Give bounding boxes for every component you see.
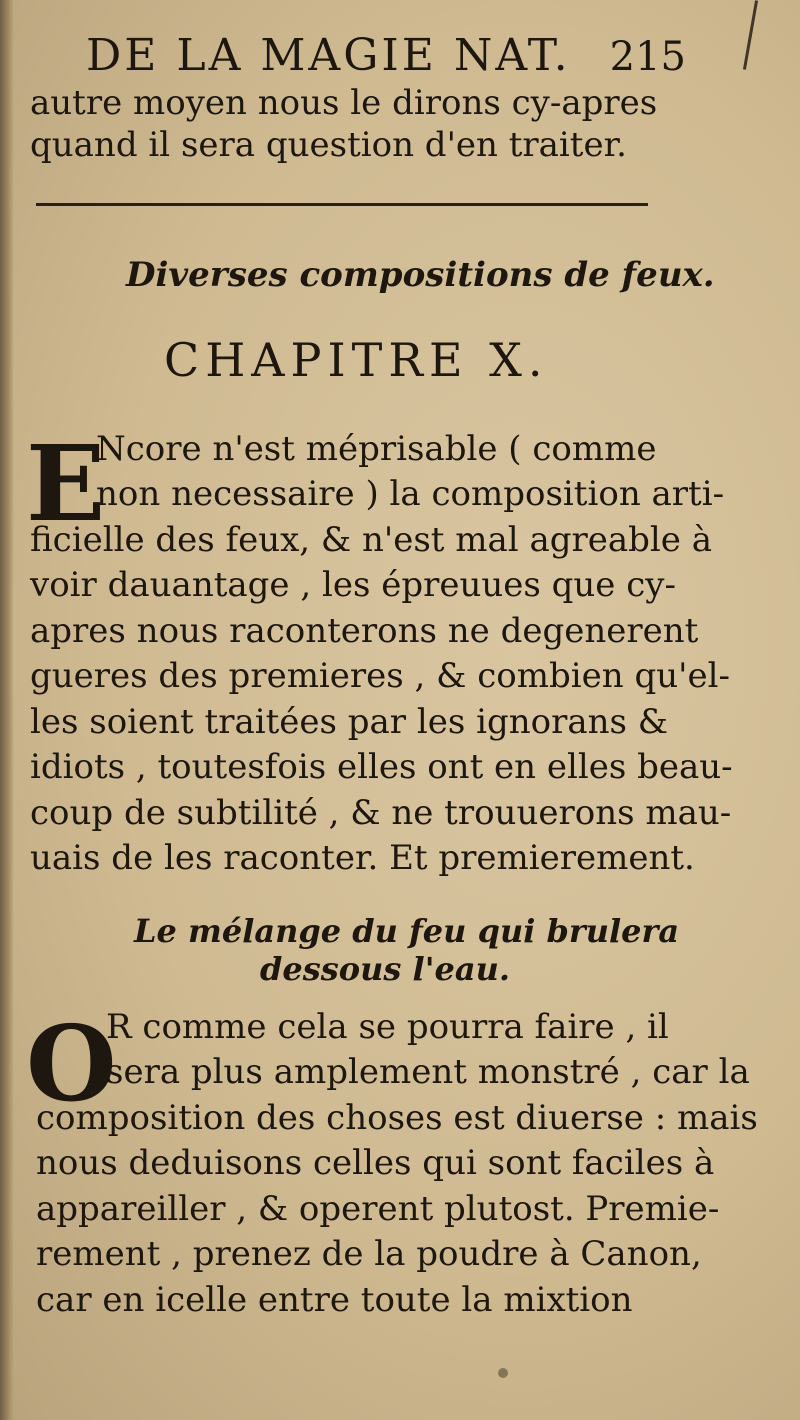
paragraph-line: voir dauantage , les épreuues que cy- (30, 565, 676, 605)
intro-line: quand il sera question d'en traiter. (30, 125, 627, 165)
paragraph-line: sera plus amplement monstré , car la (106, 1052, 750, 1092)
paragraph-line: non necessaire ) la composition arti- (96, 474, 725, 514)
paragraph-line: idiots , toutesfois elles ont en elles beau- (30, 747, 733, 787)
paragraph-line: Ncore n'est méprisable ( comme (96, 429, 657, 469)
paragraph-line: uais de les raconter. Et premierement. (30, 838, 695, 878)
chapter-title: CHAPITRE X. (164, 333, 549, 387)
page-number: 215 (609, 34, 686, 80)
paragraph-line: gueres des premieres , & combien qu'el- (30, 656, 730, 696)
paragraph-line: ficielle des feux, & n'est mal agreable à (30, 520, 712, 560)
page-gutter (0, 0, 14, 1420)
intro-line: autre moyen nous le dirons cy-apres (30, 83, 658, 123)
section-title: Diverses compositions de feux. (126, 255, 715, 295)
paragraph-line: apres nous raconterons ne degenerent (30, 611, 699, 651)
paragraph-line: rement , prenez de la poudre à Canon, (36, 1234, 702, 1274)
paragraph-line: coup de subtilité , & ne trouuerons mau- (30, 793, 732, 833)
sub-heading-line: dessous l'eau. (260, 950, 510, 988)
paragraph-line: nous deduisons celles qui sont faciles à (36, 1143, 715, 1183)
dropcap-o: O (26, 1002, 117, 1125)
paragraph-line: composition des choses est diuerse : mais (36, 1098, 758, 1138)
paragraph-line: les soient traitées par les ignorans & (30, 702, 669, 742)
paragraph-line: car en icelle entre toute la mixtion (36, 1280, 633, 1320)
running-head: DE LA MAGIE NAT. (86, 30, 571, 81)
margin-mark (743, 0, 758, 69)
paragraph-line: appareiller , & operent plutost. Premie- (36, 1189, 720, 1229)
section-rule (36, 203, 648, 206)
sub-heading-line: Le mélange du feu qui brulera (134, 912, 680, 950)
paragraph-line: R comme cela se pourra faire , il (106, 1007, 669, 1047)
page-header (86, 30, 686, 90)
ink-spot (498, 1368, 508, 1378)
dropcap-e: E (26, 422, 106, 545)
